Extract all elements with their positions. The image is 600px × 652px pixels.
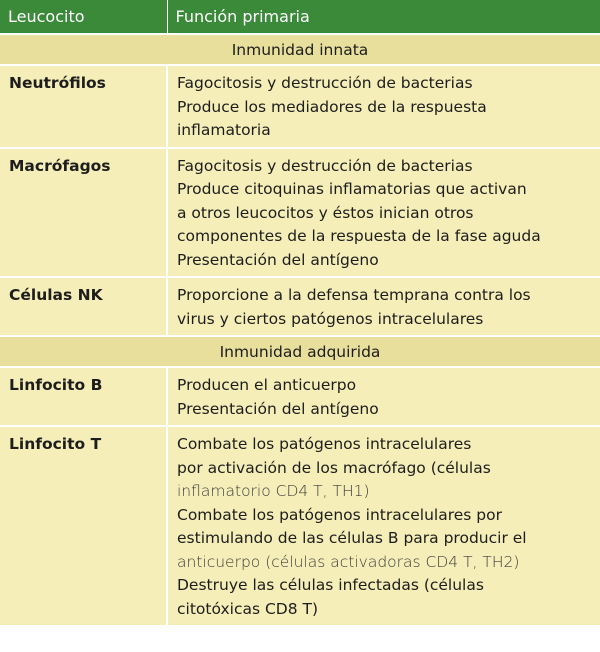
- function-line: Fagocitosis y destrucción de bacterias: [177, 74, 473, 92]
- function-line: Produce citoquinas inflamatorias que activan: [177, 180, 527, 198]
- function-line: Presentación del antígeno: [177, 399, 379, 418]
- function-line: Proporcione a la defensa temprana contra los: [177, 286, 531, 304]
- function-line: Combate los patógenos intracelulares: [177, 435, 472, 453]
- function-line: estimulando de las células B para producir el: [177, 529, 527, 547]
- table-header-row: [0, 0, 600, 34]
- function-line: citotóxicas CD8 T): [177, 599, 319, 618]
- section-title-innate: Inmunidad innata: [0, 34, 600, 65]
- function-line: anticuerpo (células activadoras CD4 T, TH2): [177, 552, 520, 571]
- table-row-linfocito-b: [0, 367, 600, 426]
- function-line: por activación de los macrófago (células: [177, 458, 491, 477]
- section-row-innate: [0, 34, 600, 65]
- function-line: Combate los patógenos intracelulares por: [177, 505, 502, 524]
- leukocyte-name: Linfocito T: [0, 426, 167, 625]
- function-line: Produce los mediadores de la respuesta: [177, 97, 487, 116]
- function-cell: [167, 148, 600, 278]
- function-line: Fagocitosis y destrucción de bacterias: [177, 156, 473, 175]
- leukocyte-name: Neutrófilos: [0, 65, 167, 148]
- section-row-acquired: [0, 336, 600, 367]
- function-line: Destruye las células infectadas (células: [177, 576, 484, 594]
- function-line: virus y ciertos patógenos intracelulares: [177, 309, 484, 328]
- leukocyte-name: Células NK: [0, 277, 167, 336]
- header-leucocito: Leucocito: [0, 0, 167, 34]
- function-line: a otros leucocitos y éstos inician otros: [177, 203, 474, 222]
- header-funcion-primaria: Función primaria: [167, 0, 600, 34]
- leukocyte-name: Macrófagos: [0, 148, 167, 278]
- function-cell: [167, 65, 600, 148]
- table-row-neutrofilos: [0, 65, 600, 148]
- leukocyte-name: Linfocito B: [0, 367, 167, 426]
- function-cell: [167, 277, 600, 336]
- function-line: inflamatorio CD4 T, TH1): [177, 482, 370, 500]
- function-cell: [167, 367, 600, 426]
- function-cell: [167, 426, 600, 625]
- function-line: Presentación del antígeno: [177, 250, 379, 269]
- function-line: Producen el anticuerpo: [177, 376, 357, 394]
- table-row-celulas-nk: [0, 277, 600, 336]
- function-line: componentes de la respuesta de la fase aguda: [177, 227, 541, 245]
- table-row-linfocito-t: [0, 426, 600, 625]
- function-line: inflamatoria: [177, 121, 271, 139]
- section-title-acquired: Inmunidad adquirida: [0, 336, 600, 367]
- table-row-macrofagos: [0, 148, 600, 278]
